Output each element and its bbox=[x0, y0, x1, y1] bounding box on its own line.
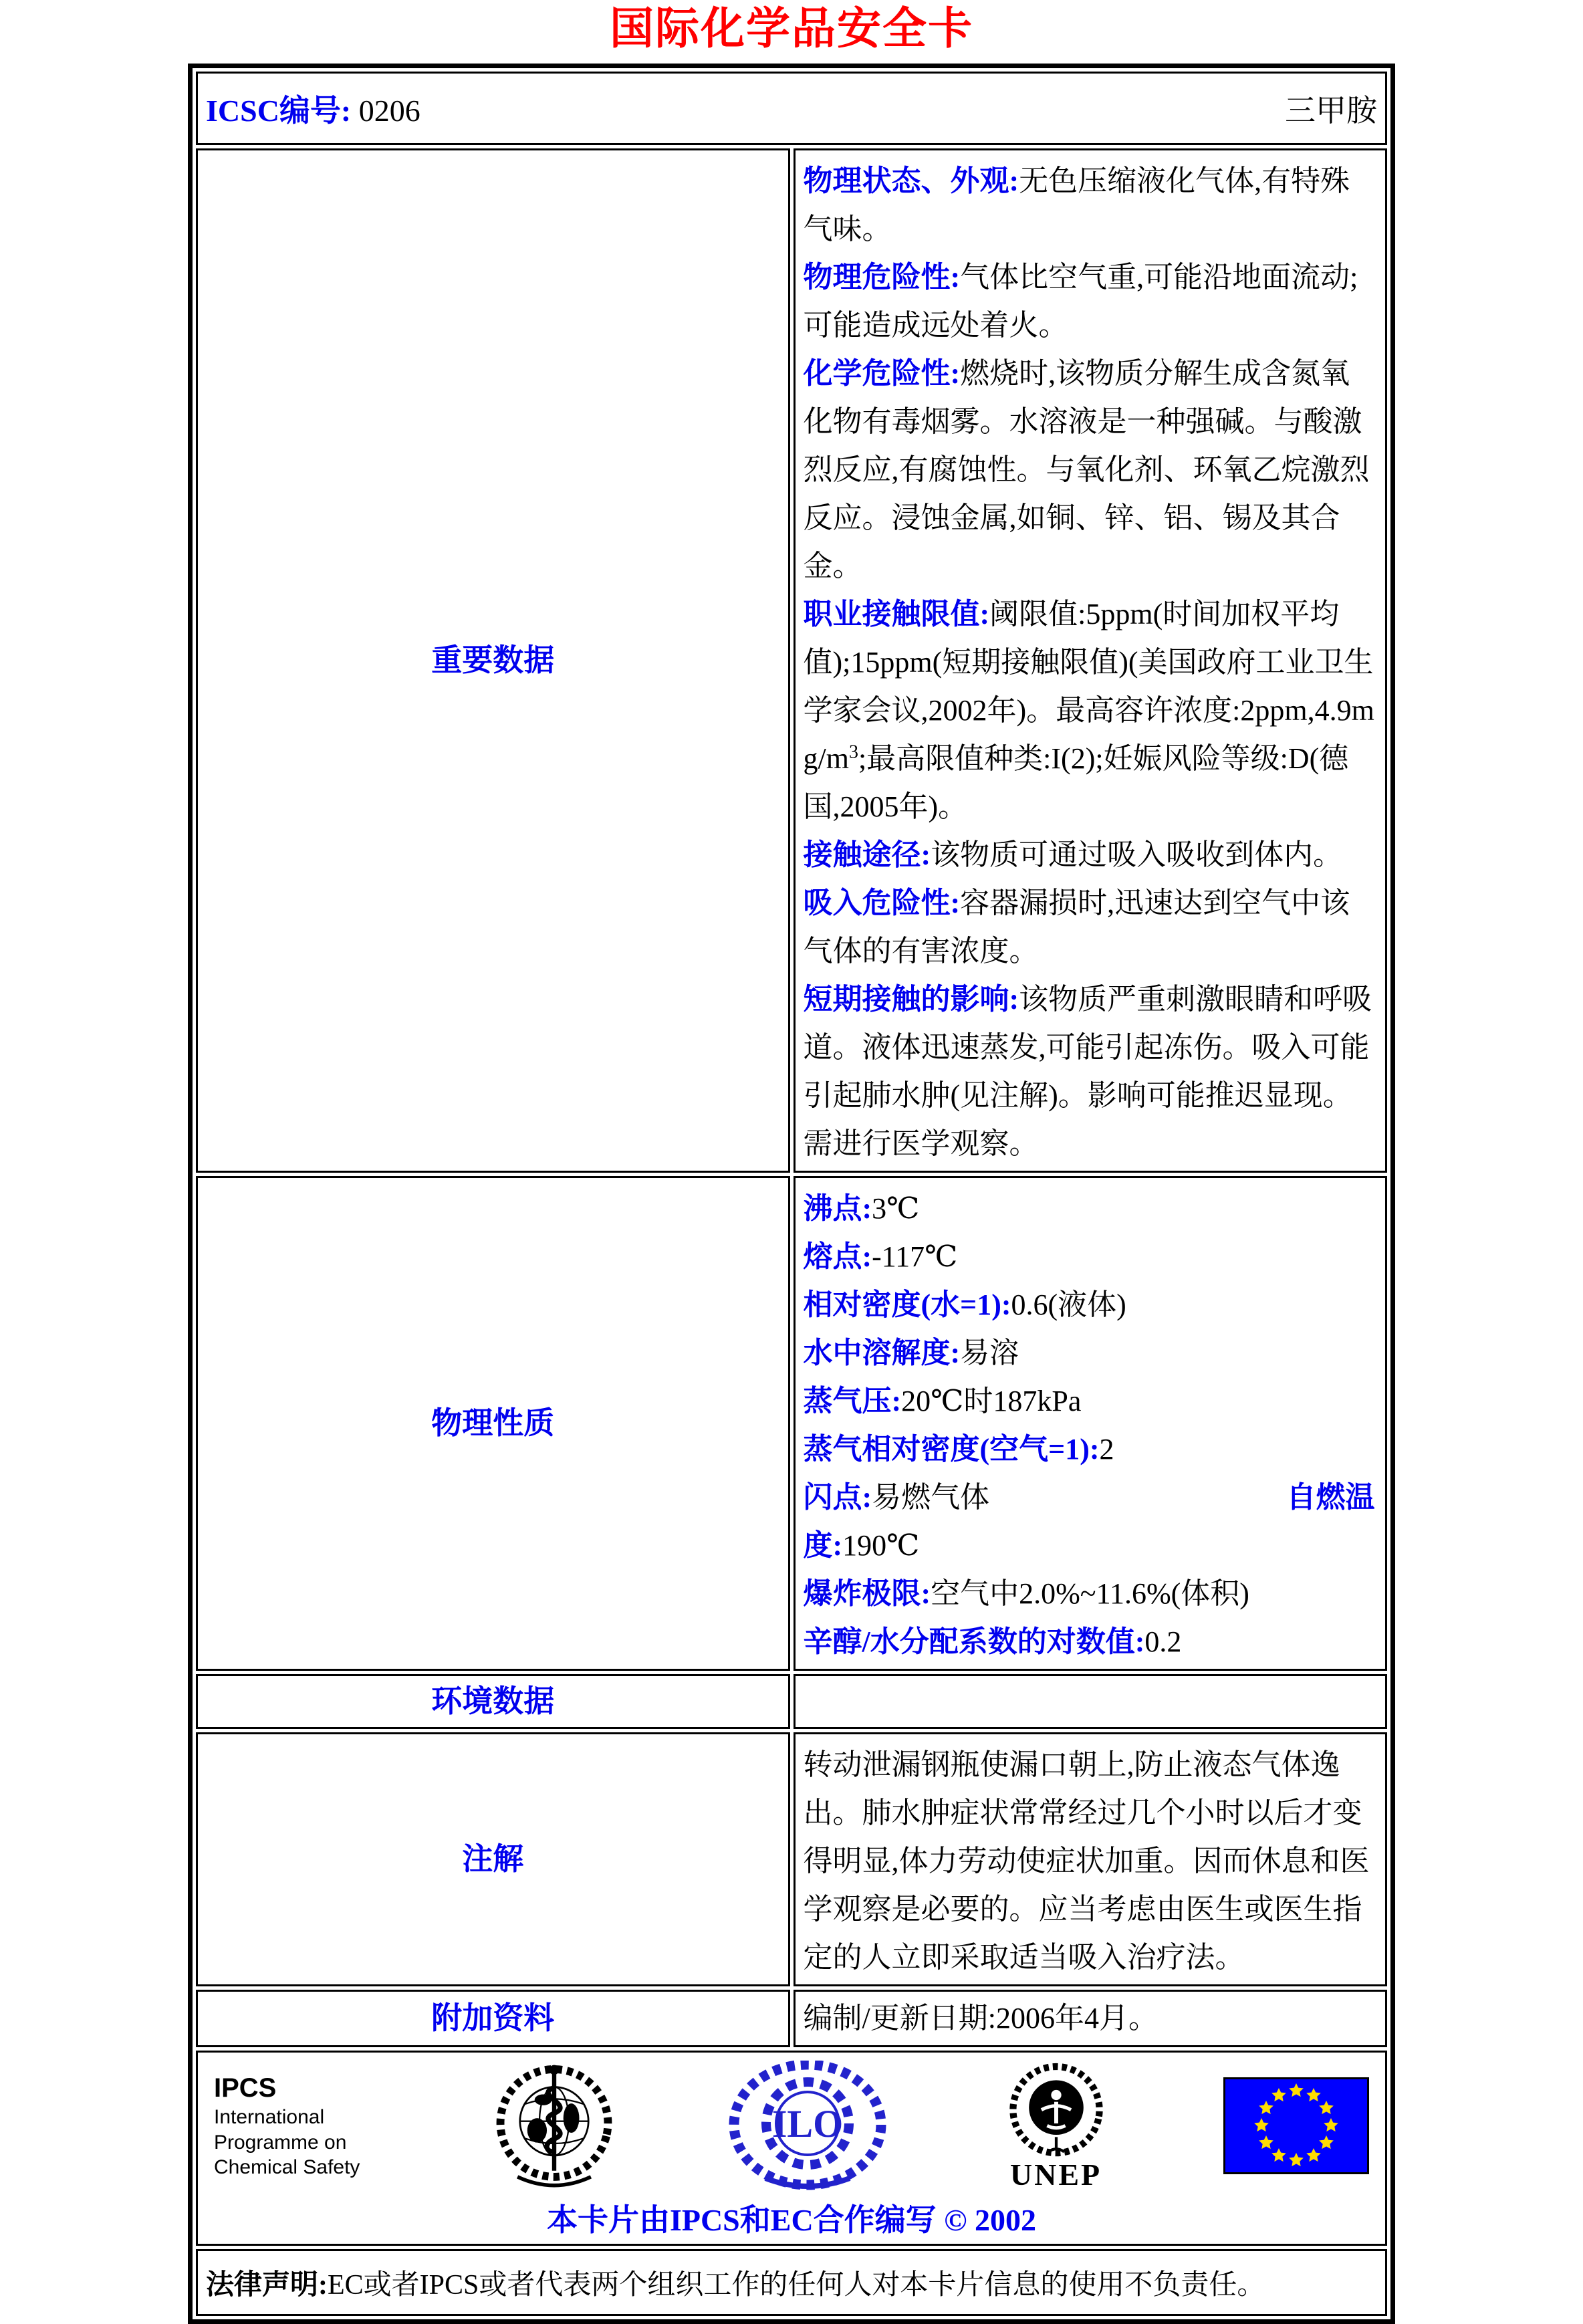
field-boiling-point bbox=[804, 1185, 1378, 1233]
field-value: 3℃ bbox=[872, 1191, 920, 1225]
field-label: 相对密度(水=1): bbox=[803, 1288, 1011, 1321]
superscript-3: 3 bbox=[848, 741, 858, 762]
field-label: 水中溶解度: bbox=[803, 1336, 961, 1369]
notes-content bbox=[794, 1732, 1388, 1986]
field-physical-state bbox=[804, 157, 1378, 253]
field-label: 爆炸极限: bbox=[803, 1577, 931, 1610]
logos-row-cell bbox=[196, 2051, 1387, 2246]
row-label-notes: 注解 bbox=[196, 1732, 790, 1986]
field-inhalation-risk bbox=[804, 879, 1378, 975]
ipcs-line-2: Programme on bbox=[214, 2131, 347, 2154]
field-value: -117℃ bbox=[872, 1240, 958, 1273]
field-flash-point bbox=[804, 1474, 1280, 1522]
environment-data-content bbox=[794, 1674, 1388, 1729]
field-value: 燃烧时,该物质分解生成含氮氧化物有毒烟雾。水溶液是一种强碱。与酸激烈反应,有腐蚀性。与氧化剂、环氧乙烷激烈反应。浸蚀金属,如铜、锌、铝、锡及其合金。 bbox=[803, 356, 1370, 582]
row-label-environment-data: 环境数据 bbox=[196, 1674, 790, 1729]
legal-notice-text: EC或者IPCS或者代表两个组织工作的任何人对本卡片信息的使用不负责任。 bbox=[328, 2269, 1265, 2301]
row-label-physical-properties: 物理性质 bbox=[196, 1176, 790, 1671]
field-melting-point bbox=[804, 1233, 1378, 1281]
field-value-part2: ;最高限值种类:I(2);妊娠风险等级:D(德国,2005年)。 bbox=[803, 741, 1349, 823]
header-row-cell bbox=[196, 72, 1387, 145]
field-exposure-routes bbox=[804, 831, 1378, 879]
copyright-text: © 2002 bbox=[944, 2202, 1037, 2237]
field-value: 容器漏损时,迅速达到空气中该气体的有害浓度。 bbox=[803, 886, 1350, 967]
ilo-monogram-text: ILO bbox=[771, 2101, 844, 2145]
logo-row bbox=[214, 2062, 1369, 2190]
field-relative-density bbox=[804, 1281, 1378, 1329]
field-label: 吸入危险性: bbox=[803, 886, 961, 919]
row-label-important-data: 重要数据 bbox=[196, 148, 790, 1173]
cooperation-caption bbox=[214, 2196, 1369, 2240]
field-label: 熔点: bbox=[803, 1240, 872, 1273]
ipcs-line-3: Chemical Safety bbox=[214, 2156, 360, 2179]
field-label: 辛醇/水分配系数的对数值: bbox=[803, 1625, 1145, 1658]
physical-properties-content bbox=[794, 1176, 1388, 1671]
field-short-term-effects bbox=[804, 975, 1378, 1168]
chemical-name: 三甲胺 bbox=[1285, 93, 1377, 128]
ilo-logo-icon bbox=[727, 2061, 888, 2192]
field-value: 该物质可通过吸入吸收到体内。 bbox=[931, 838, 1343, 871]
important-data-content bbox=[794, 148, 1388, 1173]
field-label: 闪点: bbox=[803, 1480, 872, 1514]
field-label: 蒸气压: bbox=[803, 1384, 902, 1417]
field-flash-point-and-autoignition bbox=[804, 1474, 1378, 1570]
field-value: 0.2 bbox=[1144, 1625, 1182, 1658]
icsc-card-table bbox=[188, 64, 1395, 2324]
icsc-number-group bbox=[206, 86, 420, 130]
update-date-value: 2006年4月。 bbox=[995, 2001, 1158, 2035]
field-value: 易燃气体 bbox=[872, 1480, 990, 1514]
field-value: 该物质严重刺激眼睛和呼吸道。液体迅速蒸发,可能引起冻伤。吸入可能引起肺水肿(见注解)。影响可能推迟显现。需进行医学观察。 bbox=[803, 982, 1372, 1160]
field-value: 190℃ bbox=[842, 1528, 920, 1562]
field-label: 沸点: bbox=[803, 1191, 872, 1225]
legal-notice-cell bbox=[196, 2249, 1387, 2316]
field-value-part1: 阈限值:5ppm(时间加权平均值);15ppm(短期接触限值)(美国政府工业卫生学家会议,2002年)。最高容许浓度:2ppm,4.9mg/m bbox=[803, 597, 1374, 775]
field-explosive-limits bbox=[804, 1570, 1378, 1618]
field-label: 物理危险性: bbox=[803, 260, 961, 294]
icsc-document-page bbox=[0, 5, 1583, 2324]
unep-logo-block bbox=[999, 2062, 1113, 2190]
icsc-number-label: ICSC编号: bbox=[206, 93, 352, 128]
icsc-number-value: 0206 bbox=[358, 93, 420, 128]
notes-text: 转动泄漏钢瓶使漏口朝上,防止液态气体逸出。肺水肿症状常常经过几个小时以后才变得明显,体力劳动使症状加重。因而休息和医学观察是必要的。应当考虑由医生或医生指定的人立即采取适当吸入治疗法。 bbox=[803, 1748, 1370, 1974]
row-label-additional-info: 附加资料 bbox=[196, 1990, 790, 2047]
field-label: 自燃温度: bbox=[803, 1480, 1375, 1562]
unep-logo-icon bbox=[999, 2062, 1113, 2162]
field-physical-hazard bbox=[804, 253, 1378, 350]
field-label: 接触途径: bbox=[803, 838, 931, 871]
legal-notice-label: 法律声明: bbox=[206, 2269, 328, 2301]
field-value: 20℃时187kPa bbox=[901, 1384, 1082, 1417]
caption-text: 本卡片由IPCS和EC合作编写 bbox=[546, 2202, 937, 2237]
ipcs-acronym: IPCS bbox=[214, 2073, 277, 2103]
field-value: 无色压缩液化气体,有特殊气味。 bbox=[803, 164, 1350, 245]
field-value: 气体比空气重,可能沿地面流动;可能造成远处着火。 bbox=[803, 260, 1358, 342]
field-vapor-pressure bbox=[804, 1377, 1378, 1425]
field-label: 化学危险性: bbox=[803, 356, 961, 390]
field-value: 空气中2.0%~11.6%(体积) bbox=[931, 1577, 1249, 1610]
who-logo-icon bbox=[492, 2062, 616, 2190]
additional-info-content bbox=[794, 1990, 1388, 2047]
field-value: 2 bbox=[1099, 1432, 1114, 1466]
field-value: 易溶 bbox=[960, 1336, 1019, 1369]
field-label: 职业接触限值: bbox=[803, 597, 990, 630]
field-label: 物理状态、外观: bbox=[803, 164, 1019, 197]
field-label: 短期接触的影响: bbox=[803, 982, 1019, 1016]
field-chemical-hazard bbox=[804, 350, 1378, 590]
field-label: 蒸气相对密度(空气=1): bbox=[803, 1432, 1100, 1466]
field-water-solubility bbox=[804, 1329, 1378, 1377]
field-octanol-water-partition bbox=[804, 1618, 1378, 1666]
unep-caption-text: UNEP bbox=[1009, 2157, 1102, 2192]
update-date-label: 编制/更新日期: bbox=[803, 2001, 996, 2035]
field-occupational-exposure-limits bbox=[804, 590, 1378, 831]
page-title: 国际化学品安全卡 bbox=[610, 5, 973, 53]
eu-flag-icon bbox=[1223, 2077, 1369, 2174]
ipcs-line-1: International bbox=[214, 2106, 325, 2129]
field-value: 0.6(液体) bbox=[1011, 1288, 1126, 1321]
ipcs-text-block bbox=[214, 2071, 381, 2180]
field-vapor-relative-density bbox=[804, 1425, 1378, 1474]
